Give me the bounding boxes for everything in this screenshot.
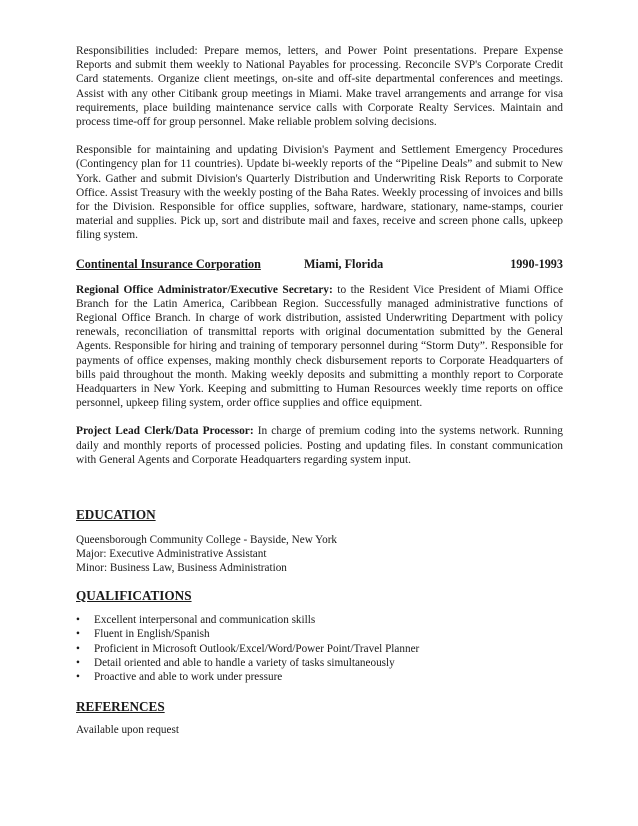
qualifications-section: [76, 588, 563, 685]
list-item-text: Proficient in Microsoft Outlook/Excel/Word/Power Point/Travel Planner: [94, 642, 420, 655]
education-major: Major: Executive Administrative Assistant: [76, 548, 267, 561]
job-description: In charge of premium coding into the systems network. Running daily and monthly reports of processed policies. Posting and updating files. In constant communication with General Agents and Corporate Headquarters regarding system input.: [76, 425, 563, 466]
job-project-lead-clerk: [76, 424, 563, 467]
education-section: [76, 507, 563, 576]
list-item: [76, 642, 563, 656]
education-school: Queensborough Community College - Bayside, New York: [76, 534, 338, 547]
list-item: [76, 670, 563, 684]
education-heading: EDUCATION: [76, 507, 156, 523]
education-minor: Minor: Business Law, Business Administration: [76, 562, 287, 575]
employer-company: Continental Insurance Corporation: [76, 256, 261, 271]
bullet-icon: •: [76, 656, 80, 669]
references-section: [76, 699, 563, 737]
resume-page: [76, 44, 563, 737]
bullet-icon: •: [76, 613, 80, 626]
job-title: Project Lead Clerk/Data Processor:: [76, 425, 254, 438]
list-item: [76, 656, 563, 670]
list-item-text: Detail oriented and able to handle a variety of tasks simultaneously: [94, 656, 395, 669]
job-description: to the Resident Vice President of Miami Office Branch for the Latin America, Caribbean Region. Successfully managed administrative functions of Regional Office Branch. In charge of work distribution, assisted Underwriting Department with policy renewals, reconciliation of transmittal reports with original documentation submitted by the General Agents. Responsible for hiring and training of temporary personnel during “Storm Duty”. Responsible for payments of office expenses, making monthly check disbursement reports to Corporate Headquarters of bills paid throughout the month. Making weekly deposits and submitting a monthly report to Corporate Headquarters in New York. Keeping and submitting to Human Resources weekly time reports on office personnel, upkeep filing system, order office supplies and office equipment.: [76, 283, 563, 410]
responsibilities-paragraph: Responsibilities included: Prepare memos, letters, and Power Point presentations. Prepare Expense Reports and submit them weekly to National Payables for processing. Reconcile SVP's Corporate Credit Card statements. Organize client meetings, on-site and off-site departmental conferences and meetings. Assist with any other Citibank group meetings in Miami. Make travel arrangements and arrange for visa requirements, place building maintenance service calls with Corporate Realty Services. Maintain and process time-off for group personnel. Make reliable problem solving decisions.: [76, 45, 563, 129]
list-item: [76, 627, 563, 641]
bullet-icon: •: [76, 642, 80, 655]
references-text: Available upon request: [76, 723, 179, 736]
job-title: Regional Office Administrator/Executive Secretary:: [76, 283, 333, 296]
job-regional-office-administrator: [76, 283, 563, 411]
emergency-procedures-paragraph: Responsible for maintaining and updating Division's Payment and Settlement Emergency Procedures (Contingency plan for 11 countries). Update bi-weekly reports of the “Pipeline Deals” and submit to New York. Gather and submit Division's Quarterly Distribution and Underwriting Risk Reports to Corporate Office. Assist Treasury with the weekly posting of the Baha Rates. Weekly processing of invoices and bills for the Division. Responsible for office supplies, software, hardware, stationary, name-stamps, courier material and supplies. Pick up, sort and distribute mail and faxes, receive and screen phone calls, upkeep filing system.: [76, 144, 563, 242]
bullet-icon: •: [76, 628, 80, 641]
list-item-text: Fluent in English/Spanish: [94, 628, 210, 641]
list-item-text: Excellent interpersonal and communication skills: [94, 613, 316, 626]
qualifications-list: [76, 613, 563, 685]
employer-years: 1990-1993: [510, 256, 563, 271]
list-item: [76, 613, 563, 627]
list-item-text: Proactive and able to work under pressure: [94, 671, 283, 684]
employer-header: [76, 257, 563, 272]
employer-location: Miami, Florida: [304, 256, 384, 271]
qualifications-heading: QUALIFICATIONS: [76, 587, 192, 603]
references-heading: REFERENCES: [76, 698, 165, 714]
bullet-icon: •: [76, 671, 80, 684]
